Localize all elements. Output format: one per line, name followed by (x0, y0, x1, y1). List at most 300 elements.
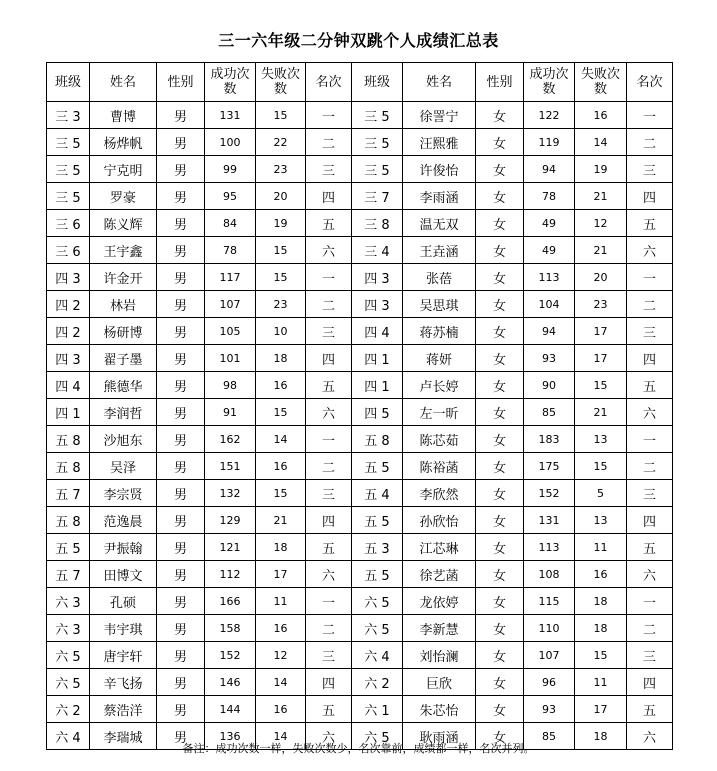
boys-class-cell: 六 5 (47, 642, 90, 669)
boys-success-count-cell: 131 (205, 102, 256, 129)
girls-fail-count-cell: 21 (575, 399, 627, 426)
boys-class-cell: 四 1 (47, 399, 90, 426)
table-row (47, 426, 673, 453)
boys-name-cell: 李润哲 (90, 399, 157, 426)
girls-name-cell: 温无双 (403, 210, 476, 237)
girls-class-cell: 三 4 (352, 237, 403, 264)
boys-name-cell: 韦宇琪 (90, 615, 157, 642)
girls-name-cell: 陈裕菡 (403, 453, 476, 480)
girls-name-cell: 陈芯茹 (403, 426, 476, 453)
header-gender: 性别 (157, 63, 205, 102)
boys-fail-count-cell: 15 (256, 480, 306, 507)
boys-name-cell: 林岩 (90, 291, 157, 318)
boys-gender-cell: 男 (157, 669, 205, 696)
boys-fail-count-cell: 15 (256, 264, 306, 291)
girls-gender-cell: 女 (476, 102, 524, 129)
boys-rank-cell: 六 (306, 561, 352, 588)
girls-rank-cell: 四 (627, 507, 673, 534)
table-row (47, 183, 673, 210)
girls-fail-count-cell: 18 (575, 615, 627, 642)
girls-success-count-cell: 152 (524, 480, 575, 507)
header-class: 班级 (47, 63, 90, 102)
boys-fail-count-cell: 14 (256, 723, 306, 750)
girls-name-cell: 吴思琪 (403, 291, 476, 318)
girls-success-count-cell: 49 (524, 210, 575, 237)
girls-name-cell: 左一昕 (403, 399, 476, 426)
table-row (47, 372, 673, 399)
boys-success-count-cell: 78 (205, 237, 256, 264)
boys-fail-count-cell: 10 (256, 318, 306, 345)
boys-rank-cell: 六 (306, 399, 352, 426)
boys-rank-cell: 二 (306, 615, 352, 642)
girls-rank-cell: 五 (627, 210, 673, 237)
girls-gender-cell: 女 (476, 669, 524, 696)
header-class: 班级 (352, 63, 403, 102)
girls-rank-cell: 三 (627, 642, 673, 669)
girls-gender-cell: 女 (476, 696, 524, 723)
girls-fail-count-cell: 15 (575, 453, 627, 480)
boys-name-cell: 唐宇轩 (90, 642, 157, 669)
girls-success-count-cell: 183 (524, 426, 575, 453)
table-row (47, 264, 673, 291)
boys-name-cell: 蔡浩洋 (90, 696, 157, 723)
boys-rank-cell: 五 (306, 696, 352, 723)
girls-fail-count-cell: 17 (575, 318, 627, 345)
table-row (47, 480, 673, 507)
girls-gender-cell: 女 (476, 723, 524, 750)
boys-gender-cell: 男 (157, 426, 205, 453)
girls-rank-cell: 五 (627, 534, 673, 561)
boys-success-count-cell: 132 (205, 480, 256, 507)
boys-class-cell: 六 4 (47, 723, 90, 750)
boys-fail-count-cell: 11 (256, 588, 306, 615)
boys-class-cell: 五 5 (47, 534, 90, 561)
girls-gender-cell: 女 (476, 318, 524, 345)
girls-success-count-cell: 85 (524, 399, 575, 426)
girls-rank-cell: 六 (627, 561, 673, 588)
boys-class-cell: 五 8 (47, 426, 90, 453)
boys-name-cell: 田博文 (90, 561, 157, 588)
header-success-count: 成功次数 (524, 63, 575, 102)
girls-rank-cell: 一 (627, 264, 673, 291)
girls-fail-count-cell: 12 (575, 210, 627, 237)
girls-class-cell: 三 8 (352, 210, 403, 237)
boys-rank-cell: 六 (306, 723, 352, 750)
boys-name-cell: 杨烨帆 (90, 129, 157, 156)
girls-success-count-cell: 104 (524, 291, 575, 318)
boys-gender-cell: 男 (157, 615, 205, 642)
header-name: 姓名 (403, 63, 476, 102)
girls-rank-cell: 三 (627, 156, 673, 183)
girls-gender-cell: 女 (476, 588, 524, 615)
girls-class-cell: 五 3 (352, 534, 403, 561)
results-table (46, 62, 673, 750)
boys-success-count-cell: 151 (205, 453, 256, 480)
girls-success-count-cell: 113 (524, 534, 575, 561)
girls-gender-cell: 女 (476, 480, 524, 507)
header-rank: 名次 (627, 63, 673, 102)
boys-gender-cell: 男 (157, 399, 205, 426)
girls-name-cell: 张蓓 (403, 264, 476, 291)
girls-success-count-cell: 122 (524, 102, 575, 129)
girls-class-cell: 四 1 (352, 345, 403, 372)
girls-rank-cell: 六 (627, 237, 673, 264)
table-row (47, 642, 673, 669)
girls-name-cell: 孙欣怡 (403, 507, 476, 534)
girls-gender-cell: 女 (476, 507, 524, 534)
boys-gender-cell: 男 (157, 237, 205, 264)
girls-name-cell: 巨欣 (403, 669, 476, 696)
boys-fail-count-cell: 23 (256, 291, 306, 318)
girls-success-count-cell: 85 (524, 723, 575, 750)
boys-rank-cell: 一 (306, 426, 352, 453)
boys-class-cell: 六 2 (47, 696, 90, 723)
girls-rank-cell: 三 (627, 318, 673, 345)
girls-class-cell: 五 4 (352, 480, 403, 507)
girls-class-cell: 三 5 (352, 156, 403, 183)
boys-name-cell: 熊德华 (90, 372, 157, 399)
boys-gender-cell: 男 (157, 480, 205, 507)
header-fail-count: 失败次数 (575, 63, 627, 102)
boys-fail-count-cell: 22 (256, 129, 306, 156)
girls-gender-cell: 女 (476, 156, 524, 183)
girls-gender-cell: 女 (476, 264, 524, 291)
boys-gender-cell: 男 (157, 156, 205, 183)
girls-rank-cell: 二 (627, 291, 673, 318)
girls-rank-cell: 六 (627, 399, 673, 426)
boys-name-cell: 孔硕 (90, 588, 157, 615)
boys-success-count-cell: 98 (205, 372, 256, 399)
boys-class-cell: 三 6 (47, 237, 90, 264)
table-row (47, 129, 673, 156)
girls-fail-count-cell: 13 (575, 507, 627, 534)
girls-class-cell: 四 1 (352, 372, 403, 399)
girls-gender-cell: 女 (476, 534, 524, 561)
boys-gender-cell: 男 (157, 453, 205, 480)
boys-name-cell: 翟子墨 (90, 345, 157, 372)
boys-success-count-cell: 117 (205, 264, 256, 291)
boys-success-count-cell: 91 (205, 399, 256, 426)
boys-name-cell: 陈义辉 (90, 210, 157, 237)
girls-success-count-cell: 119 (524, 129, 575, 156)
girls-class-cell: 五 5 (352, 507, 403, 534)
girls-name-cell: 徐艺菡 (403, 561, 476, 588)
boys-rank-cell: 一 (306, 588, 352, 615)
boys-fail-count-cell: 15 (256, 237, 306, 264)
table-row (47, 453, 673, 480)
girls-class-cell: 六 5 (352, 723, 403, 750)
girls-fail-count-cell: 5 (575, 480, 627, 507)
girls-fail-count-cell: 16 (575, 102, 627, 129)
girls-success-count-cell: 110 (524, 615, 575, 642)
girls-gender-cell: 女 (476, 291, 524, 318)
boys-fail-count-cell: 23 (256, 156, 306, 183)
boys-rank-cell: 三 (306, 642, 352, 669)
girls-rank-cell: 六 (627, 723, 673, 750)
girls-rank-cell: 四 (627, 345, 673, 372)
boys-gender-cell: 男 (157, 264, 205, 291)
girls-name-cell: 龙依婷 (403, 588, 476, 615)
girls-success-count-cell: 93 (524, 696, 575, 723)
girls-fail-count-cell: 16 (575, 561, 627, 588)
boys-gender-cell: 男 (157, 102, 205, 129)
girls-name-cell: 李新慧 (403, 615, 476, 642)
girls-gender-cell: 女 (476, 561, 524, 588)
table-row (47, 102, 673, 129)
table-row (47, 345, 673, 372)
boys-success-count-cell: 162 (205, 426, 256, 453)
girls-gender-cell: 女 (476, 642, 524, 669)
header-rank: 名次 (306, 63, 352, 102)
girls-name-cell: 李雨涵 (403, 183, 476, 210)
table-row (47, 318, 673, 345)
boys-fail-count-cell: 16 (256, 453, 306, 480)
boys-success-count-cell: 100 (205, 129, 256, 156)
boys-gender-cell: 男 (157, 210, 205, 237)
boys-class-cell: 三 5 (47, 129, 90, 156)
girls-rank-cell: 一 (627, 102, 673, 129)
boys-success-count-cell: 121 (205, 534, 256, 561)
boys-name-cell: 尹振翰 (90, 534, 157, 561)
girls-gender-cell: 女 (476, 183, 524, 210)
table-row (47, 561, 673, 588)
boys-success-count-cell: 112 (205, 561, 256, 588)
girls-name-cell: 江芯琳 (403, 534, 476, 561)
girls-name-cell: 许俊怡 (403, 156, 476, 183)
girls-success-count-cell: 108 (524, 561, 575, 588)
table-row (47, 534, 673, 561)
girls-rank-cell: 四 (627, 669, 673, 696)
boys-success-count-cell: 136 (205, 723, 256, 750)
boys-name-cell: 李宗贤 (90, 480, 157, 507)
girls-name-cell: 朱芯怡 (403, 696, 476, 723)
girls-class-cell: 四 4 (352, 318, 403, 345)
boys-fail-count-cell: 20 (256, 183, 306, 210)
boys-rank-cell: 三 (306, 318, 352, 345)
girls-success-count-cell: 90 (524, 372, 575, 399)
boys-class-cell: 三 5 (47, 183, 90, 210)
boys-fail-count-cell: 17 (256, 561, 306, 588)
boys-rank-cell: 五 (306, 210, 352, 237)
girls-gender-cell: 女 (476, 372, 524, 399)
boys-gender-cell: 男 (157, 291, 205, 318)
boys-fail-count-cell: 19 (256, 210, 306, 237)
girls-class-cell: 五 8 (352, 426, 403, 453)
girls-fail-count-cell: 18 (575, 588, 627, 615)
girls-gender-cell: 女 (476, 453, 524, 480)
boys-class-cell: 五 7 (47, 480, 90, 507)
boys-class-cell: 四 3 (47, 345, 90, 372)
boys-gender-cell: 男 (157, 183, 205, 210)
girls-name-cell: 耿雨涵 (403, 723, 476, 750)
girls-name-cell: 蒋苏楠 (403, 318, 476, 345)
girls-rank-cell: 二 (627, 615, 673, 642)
girls-gender-cell: 女 (476, 129, 524, 156)
girls-gender-cell: 女 (476, 345, 524, 372)
boys-rank-cell: 三 (306, 480, 352, 507)
girls-fail-count-cell: 14 (575, 129, 627, 156)
girls-rank-cell: 二 (627, 453, 673, 480)
boys-gender-cell: 男 (157, 318, 205, 345)
boys-fail-count-cell: 18 (256, 345, 306, 372)
boys-success-count-cell: 144 (205, 696, 256, 723)
girls-success-count-cell: 94 (524, 318, 575, 345)
boys-class-cell: 六 3 (47, 615, 90, 642)
girls-success-count-cell: 78 (524, 183, 575, 210)
girls-name-cell: 徐詈宁 (403, 102, 476, 129)
boys-gender-cell: 男 (157, 534, 205, 561)
girls-class-cell: 三 5 (352, 129, 403, 156)
girls-rank-cell: 五 (627, 696, 673, 723)
girls-fail-count-cell: 13 (575, 426, 627, 453)
boys-fail-count-cell: 18 (256, 534, 306, 561)
girls-gender-cell: 女 (476, 210, 524, 237)
boys-class-cell: 三 3 (47, 102, 90, 129)
boys-name-cell: 吴泽 (90, 453, 157, 480)
girls-gender-cell: 女 (476, 426, 524, 453)
boys-fail-count-cell: 14 (256, 669, 306, 696)
boys-fail-count-cell: 12 (256, 642, 306, 669)
boys-rank-cell: 四 (306, 669, 352, 696)
girls-success-count-cell: 93 (524, 345, 575, 372)
girls-class-cell: 四 3 (352, 264, 403, 291)
boys-success-count-cell: 101 (205, 345, 256, 372)
girls-success-count-cell: 107 (524, 642, 575, 669)
boys-class-cell: 四 2 (47, 291, 90, 318)
boys-rank-cell: 二 (306, 291, 352, 318)
boys-success-count-cell: 105 (205, 318, 256, 345)
girls-class-cell: 五 5 (352, 453, 403, 480)
boys-class-cell: 四 2 (47, 318, 90, 345)
girls-name-cell: 卢长婷 (403, 372, 476, 399)
girls-class-cell: 四 5 (352, 399, 403, 426)
boys-fail-count-cell: 15 (256, 102, 306, 129)
boys-name-cell: 辛飞扬 (90, 669, 157, 696)
girls-fail-count-cell: 11 (575, 669, 627, 696)
boys-fail-count-cell: 16 (256, 372, 306, 399)
girls-class-cell: 三 7 (352, 183, 403, 210)
boys-rank-cell: 四 (306, 183, 352, 210)
boys-success-count-cell: 95 (205, 183, 256, 210)
boys-rank-cell: 四 (306, 507, 352, 534)
boys-name-cell: 杨研博 (90, 318, 157, 345)
boys-success-count-cell: 129 (205, 507, 256, 534)
girls-name-cell: 刘怡澜 (403, 642, 476, 669)
girls-gender-cell: 女 (476, 237, 524, 264)
boys-success-count-cell: 99 (205, 156, 256, 183)
boys-success-count-cell: 146 (205, 669, 256, 696)
girls-success-count-cell: 113 (524, 264, 575, 291)
boys-gender-cell: 男 (157, 345, 205, 372)
table-row (47, 507, 673, 534)
boys-class-cell: 三 6 (47, 210, 90, 237)
boys-name-cell: 许金开 (90, 264, 157, 291)
girls-success-count-cell: 131 (524, 507, 575, 534)
girls-rank-cell: 五 (627, 372, 673, 399)
header-fail-count: 失败次数 (256, 63, 306, 102)
girls-class-cell: 五 5 (352, 561, 403, 588)
boys-gender-cell: 男 (157, 507, 205, 534)
girls-fail-count-cell: 21 (575, 183, 627, 210)
girls-success-count-cell: 175 (524, 453, 575, 480)
boys-fail-count-cell: 21 (256, 507, 306, 534)
boys-rank-cell: 一 (306, 102, 352, 129)
girls-class-cell: 六 5 (352, 588, 403, 615)
boys-class-cell: 五 8 (47, 453, 90, 480)
boys-rank-cell: 六 (306, 237, 352, 264)
girls-class-cell: 六 1 (352, 696, 403, 723)
boys-fail-count-cell: 16 (256, 615, 306, 642)
boys-rank-cell: 四 (306, 345, 352, 372)
girls-success-count-cell: 115 (524, 588, 575, 615)
boys-rank-cell: 二 (306, 453, 352, 480)
table-row (47, 669, 673, 696)
boys-name-cell: 罗豪 (90, 183, 157, 210)
girls-name-cell: 李欣然 (403, 480, 476, 507)
girls-class-cell: 四 3 (352, 291, 403, 318)
boys-gender-cell: 男 (157, 696, 205, 723)
girls-fail-count-cell: 15 (575, 642, 627, 669)
boys-rank-cell: 三 (306, 156, 352, 183)
table-row (47, 210, 673, 237)
boys-name-cell: 王宇鑫 (90, 237, 157, 264)
boys-class-cell: 六 3 (47, 588, 90, 615)
boys-success-count-cell: 158 (205, 615, 256, 642)
boys-fail-count-cell: 16 (256, 696, 306, 723)
header-row (47, 63, 673, 102)
boys-gender-cell: 男 (157, 588, 205, 615)
girls-gender-cell: 女 (476, 399, 524, 426)
girls-rank-cell: 三 (627, 480, 673, 507)
girls-fail-count-cell: 18 (575, 723, 627, 750)
boys-class-cell: 四 3 (47, 264, 90, 291)
boys-gender-cell: 男 (157, 723, 205, 750)
girls-fail-count-cell: 15 (575, 372, 627, 399)
girls-success-count-cell: 94 (524, 156, 575, 183)
boys-class-cell: 六 5 (47, 669, 90, 696)
boys-rank-cell: 五 (306, 534, 352, 561)
header-name: 姓名 (90, 63, 157, 102)
table-row (47, 291, 673, 318)
boys-fail-count-cell: 14 (256, 426, 306, 453)
girls-success-count-cell: 96 (524, 669, 575, 696)
girls-rank-cell: 二 (627, 129, 673, 156)
girls-fail-count-cell: 20 (575, 264, 627, 291)
girls-fail-count-cell: 17 (575, 345, 627, 372)
boys-success-count-cell: 166 (205, 588, 256, 615)
table-row (47, 588, 673, 615)
girls-rank-cell: 一 (627, 588, 673, 615)
table-row (47, 237, 673, 264)
boys-success-count-cell: 107 (205, 291, 256, 318)
boys-class-cell: 四 4 (47, 372, 90, 399)
boys-fail-count-cell: 15 (256, 399, 306, 426)
boys-rank-cell: 五 (306, 372, 352, 399)
boys-class-cell: 五 7 (47, 561, 90, 588)
page-title: 三一六年级二分钟双跳个人成绩汇总表 (218, 31, 499, 50)
girls-name-cell: 王垚涵 (403, 237, 476, 264)
girls-gender-cell: 女 (476, 615, 524, 642)
boys-success-count-cell: 152 (205, 642, 256, 669)
girls-fail-count-cell: 19 (575, 156, 627, 183)
boys-name-cell: 宁克明 (90, 156, 157, 183)
girls-rank-cell: 一 (627, 426, 673, 453)
boys-name-cell: 曹博 (90, 102, 157, 129)
header-gender: 性别 (476, 63, 524, 102)
boys-success-count-cell: 84 (205, 210, 256, 237)
boys-name-cell: 李瑞城 (90, 723, 157, 750)
footnote: 备注：成功次数一样，失败次数少，名次靠前，成绩都一样，名次并列。 (182, 742, 535, 755)
